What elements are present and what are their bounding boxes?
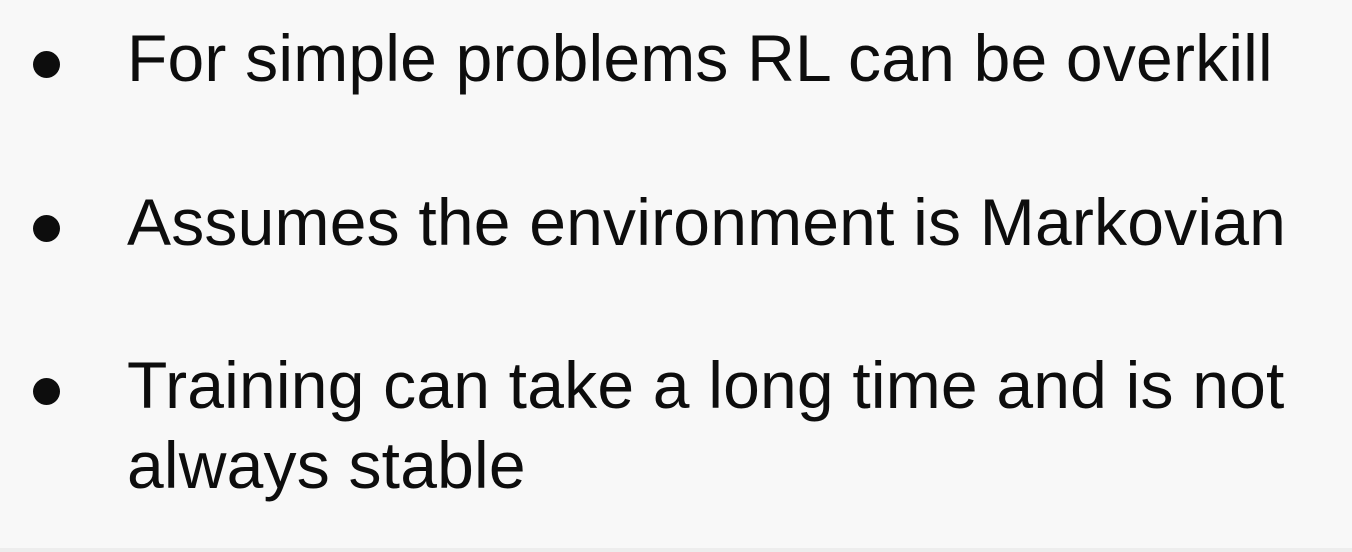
- bullet-text: For simple problems RL can be overkill: [127, 21, 1273, 95]
- bottom-edge-divider: [0, 548, 1352, 552]
- bullet-dot-icon: [33, 51, 60, 78]
- bullet-text: Assumes the environment is Markovian: [127, 185, 1287, 259]
- bullet-dot-icon: [33, 215, 60, 242]
- bullet-dot-icon: [33, 378, 60, 405]
- bullet-text: Training can take a long time and is not always stable: [127, 348, 1285, 502]
